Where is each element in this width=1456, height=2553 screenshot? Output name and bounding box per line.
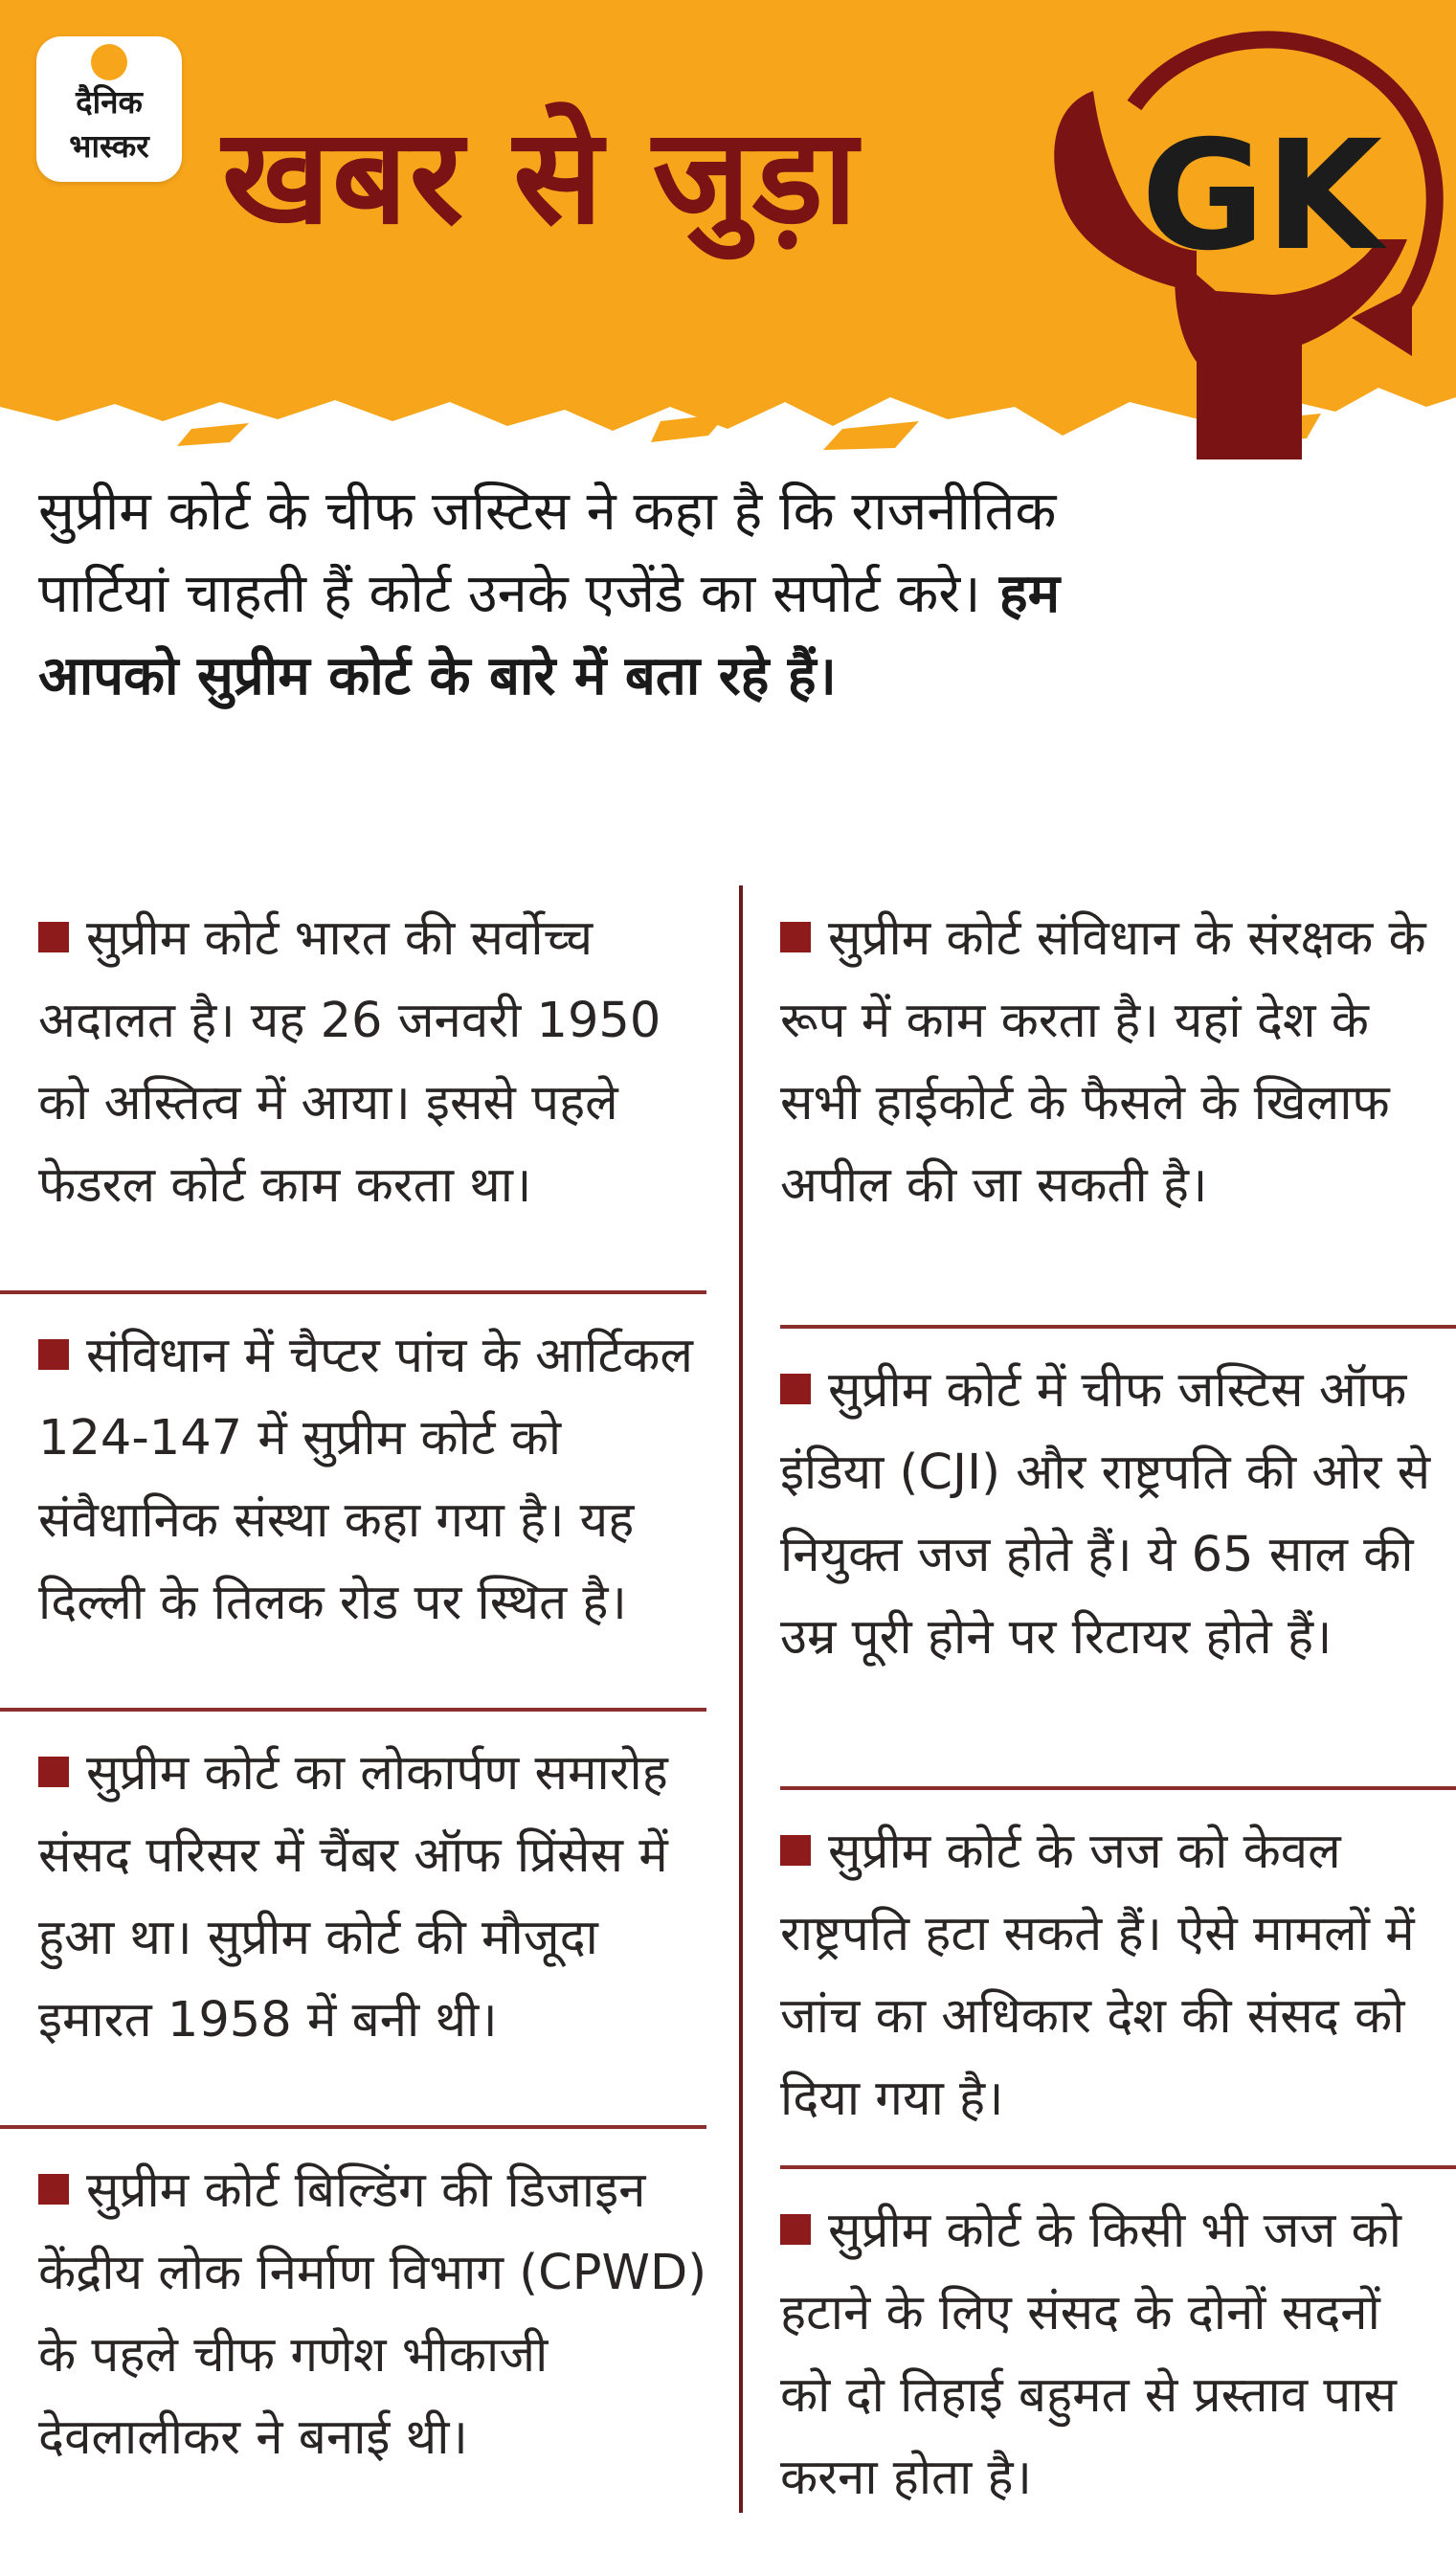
gk-badge: GK	[1140, 108, 1383, 284]
fact-text: सुप्रीम कोर्ट के किसी भी जज को हटाने के लिए संसद के दोनों सदनों को दो तिहाई बहुमत से प्रस्ताव पास करना होता है।	[780, 2203, 1401, 2506]
orange-brush-flecks	[177, 414, 1321, 450]
logo-line-1: दैनिक	[76, 83, 143, 121]
bullet-square-icon	[780, 1374, 811, 1404]
fact-separator	[780, 1786, 1456, 1790]
fact-item	[780, 1811, 1441, 2140]
bullet-square-icon	[38, 2174, 69, 2205]
dainik-bhaskar-logo	[36, 36, 182, 182]
fact-separator	[0, 1290, 706, 1294]
fact-text: सुप्रीम कोर्ट बिल्डिंग की डिजाइन केंद्रीय लोक निर्माण विभाग (CPWD) के पहले चीफ गणेश भीकाजी देवलालीकर ने बनाई थी।	[38, 2162, 707, 2466]
fact-text: संविधान में चैप्टर पांच के आर्टिकल 124-147 में सुप्रीम कोर्ट को संवैधानिक संस्था कहा गया है। यह दिल्ली के तिलक रोड पर स्थित है।	[38, 1328, 693, 1631]
fact-text: सुप्रीम कोर्ट का लोकार्पण समारोह संसद परिसर में चैंबर ऑफ प्रिंसेस में हुआ था। सुप्रीम कोर्ट की मौजूदा इमारत 1958 में बनी थी।	[38, 1745, 668, 2049]
bullet-square-icon	[38, 1757, 69, 1787]
bullet-square-icon	[38, 922, 69, 952]
fact-text: सुप्रीम कोर्ट संविधान के संरक्षक के रूप में काम करता है। यहां देश के सभी हाईकोर्ट के फैसले के खिलाफ अपील की जा सकती है।	[780, 910, 1426, 1214]
fact-item	[38, 1733, 708, 2062]
fact-item	[38, 2150, 708, 2479]
intro-bold-text: हम आपको सुप्रीम कोर्ट के बारे में बता रहे हैं।	[38, 563, 1061, 707]
fact-item	[780, 898, 1441, 1227]
fact-separator	[780, 2165, 1456, 2169]
fact-text: सुप्रीम कोर्ट में चीफ जस्टिस ऑफ इंडिया (CJI) और राष्ट्रपति की ओर से नियुक्त जज होते हैं। ये 65 साल की उम्र पूरी होने पर रिटायर होते हैं।	[780, 1362, 1431, 1666]
logo-sun-icon	[91, 44, 127, 80]
fact-text: सुप्रीम कोर्ट भारत की सर्वोच्च अदालत है। यह 26 जनवरी 1950 को अस्तित्व में आया। इससे पहले फेडरल कोर्ट काम करता था।	[38, 910, 661, 1214]
fact-item	[38, 1315, 708, 1645]
fact-separator	[0, 1708, 706, 1712]
logo-line-2: भास्कर	[69, 127, 149, 165]
intro-paragraph	[38, 471, 1168, 718]
fact-text: सुप्रीम कोर्ट के जज को केवल राष्ट्रपति हटा सकते हैं। ऐसे मामलों में जांच का अधिकार देश की संसद को दिया गया है।	[780, 1824, 1415, 2127]
page-title: खबर से जुड़ा	[222, 100, 860, 254]
fact-separator	[780, 1325, 1456, 1329]
bullet-square-icon	[780, 1835, 811, 1866]
fact-item	[38, 898, 708, 1227]
fact-item	[780, 2190, 1441, 2519]
bullet-square-icon	[780, 2214, 811, 2245]
bullet-square-icon	[780, 922, 811, 952]
column-divider	[739, 885, 743, 2513]
intro-text: सुप्रीम कोर्ट के चीफ जस्टिस ने कहा है कि राजनीतिक पार्टियां चाहती हैं कोर्ट उनके एजेंडे का सपोर्ट करे।	[38, 481, 1057, 625]
bullet-square-icon	[38, 1339, 69, 1370]
fact-separator	[0, 2125, 706, 2129]
fact-item	[780, 1350, 1441, 1679]
header-banner	[0, 0, 1456, 459]
